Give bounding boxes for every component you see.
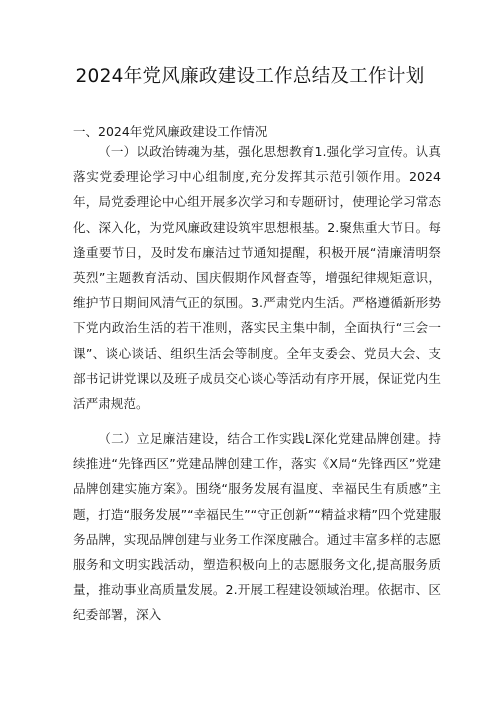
section-heading: 一、2024年党风廉政建设工作情况 — [73, 124, 268, 139]
document-title: 2024年党风廉政建设工作总结及工作计划 — [75, 66, 425, 87]
paragraph-1: （一）以政治铸魂为基，强化思想教育1.强化学习宣传。认真落实党委理论学习中心组制度,充分发挥其示范引领作用。2024年，局党委理论中心组开展多次学习和专题研讨，使理论学习常态化、深入化，为党风廉政建设筑牢思想根基。2.聚焦重大节日。每逢重要节日，及时发布廉洁过节通知提醒，积极开展“清廉清明祭英烈”主题教育活动、国庆假期作风督查等，增强纪律规矩意识，维护节日期间风清气正的氛围。3.严肃党内生活。严格遵循新形势下党内政治生活的若干准则，落实民主集中制，全面执行“三会一课”、谈心谈话、组织生活会等制度。全年支委会、党员大会、支部书记讲党课以及班子成员交心谈心等活动有序开展，保证党内生活严肃规范。 — [73, 144, 441, 412]
paragraph-2: （二）立足廉洁建设，结合工作实践L深化党建品牌创建。持续推进“先锋西区”党建品牌创建工作，落实《X局“先锋西区”党建品牌创建实施方案》。围绕“服务发展有温度、幸福民生有质感”主题，打造“服务发展”“幸福民生”“守正创新”“精益求精”四个党建服务品牌，实现品牌创建与业务工作深度融合。通过丰富多样的志愿服务和文明实践活动，塑造积极向上的志愿服务文化,提高服务质量，推动事业高质量发展。2.开展工程建设领域治理。依据市、区纪委部署，深入 — [73, 431, 441, 623]
